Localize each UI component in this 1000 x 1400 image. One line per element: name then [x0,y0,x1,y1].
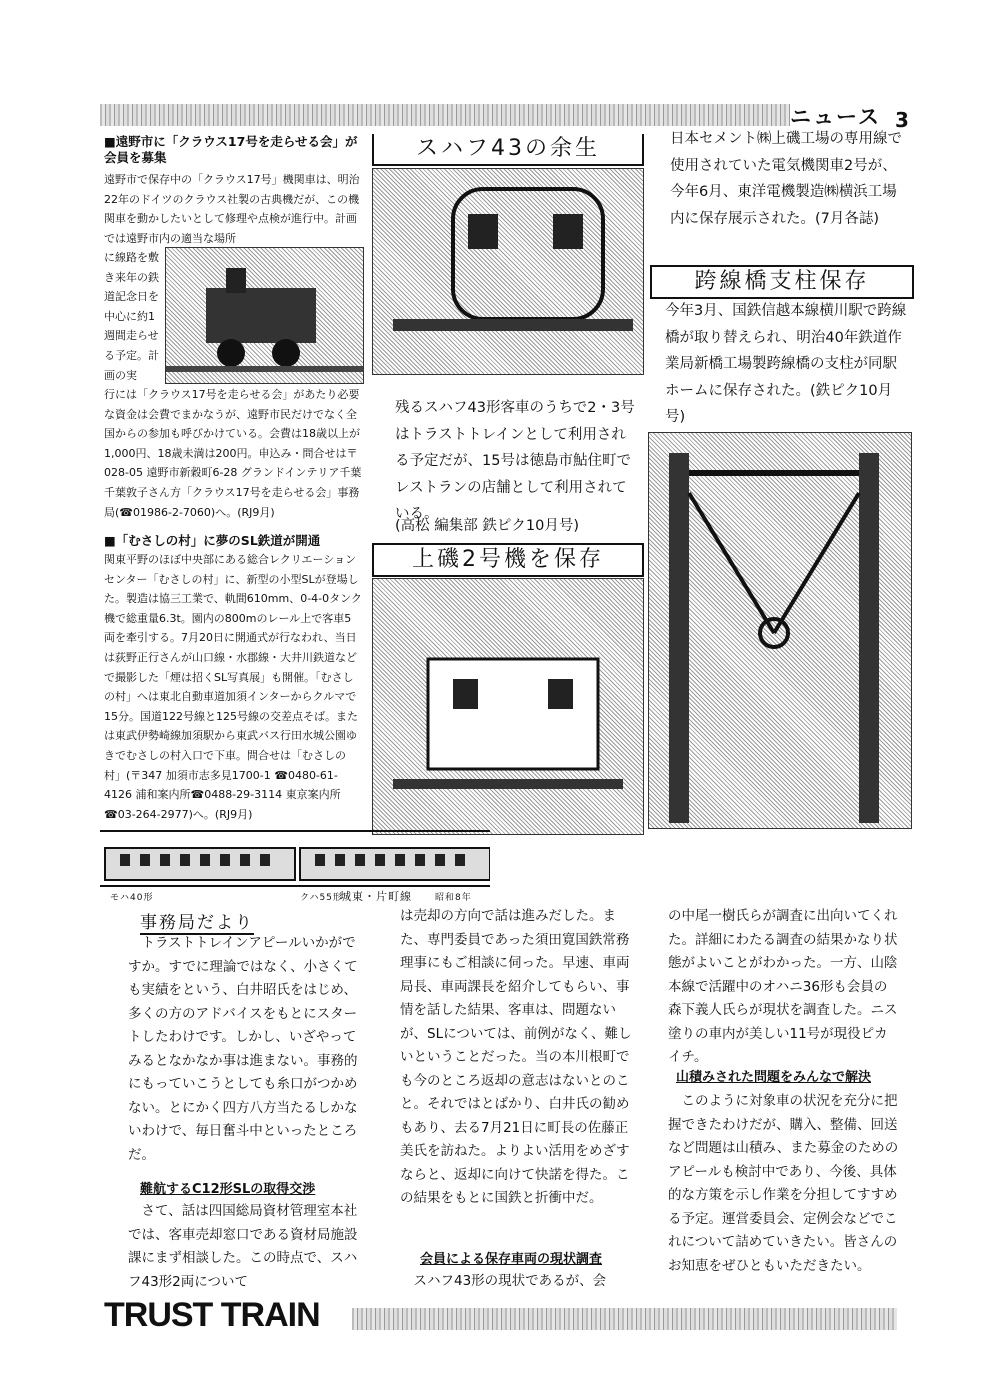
electric-locomotive-drawing [373,579,643,834]
kosen-title: 跨線橋支柱保存 [650,265,914,299]
jimukyoku-col1b: さて、話は四国総局資材管理室本社では、客車売却窓口である資材局施設課にまず相談した。この時点で、スハフ43形2両について [128,1203,358,1290]
suhafu-credit: (高松 編集部 鉄ピク10月号) [395,518,579,534]
header-band [100,104,790,126]
train-caption-mid: クハ55形 [300,893,343,903]
bridge-column-drawing [649,433,911,828]
suhafu-title: スハフ43の余生 [372,134,644,166]
suhafu-body: 残るスハフ43形客車のうちで2・3号はトラストトレインとして利用される予定だが、15号は徳島市鮎住町でレストランの店舗として利用されている。 [395,400,635,523]
coach-drawing [373,169,643,374]
jimukyoku-col1: トラストトレインアピールいかがですか。すでに理論ではなく、小さくても実績をという、白井昭氏をはじめ、多くの方のアドバイスをもとにスタートしたわけです。しかし、いざやってみるとなかなか事は進まない。事務的にもっていこうとしても糸口がつかめない。とにかく四方八方当たるしかないわけで、毎日奮斗中といったところだ。 [128,935,358,1163]
footer-band [352,1308,897,1330]
musashi-headline: ■「むさしの村」に夢のSL鉄道が開通 [104,533,321,548]
kosen-bridge-photo [648,432,912,829]
tono-headline: ■遠野市に「クラウス17号を走らせる会」が会員を募集 [104,134,358,165]
tono-body-rest: 行には「クラウス17号を走らせる会」があたり必要な資金は会費でまかなうが、遠野市民だけでなく全国からの参加も呼びかけている。会費は18歳以上が1,000円、18歳未満は200円。申込み・問合せは〒028-05 遠野市新穀町6-28 グランドインテリア千葉 千葉敦子さん方「クラウス17号を走らせる会」事務局(☎01986-2-7060)へ。(RJ9月) [104,388,362,519]
train-caption-year: 昭和8年 [435,893,472,903]
jimukyoku-col3: の中尾一樹氏らが調査に出向いてくれた。詳細にわたる調査の結果かなり状態がよいことがわかった。一方、山陰本線で活躍中のオハニ36形も会員の森下義人氏らが現状を調査した。ニス塗りの車内が美しい11号が現役ピカイチ。 [668,908,898,1065]
article-divider [100,830,490,832]
train-caption-line: 城東・片町線 [340,890,412,903]
jimukyoku-sub2: 会員による保存車両の現状調査 [420,1252,603,1267]
locomotive-drawing [166,248,363,383]
jimukyoku-col2: は売却の方向で話は進みだした。また、専門委員であった須田寛国鉄常務理事にもご相談に伺った。早速、車両局長、車両課長を紹介してもらい、事情を話した結果、客車は、問題ないが、SLについては、前例がなく、難しいということだった。当の本川根町でも今のところ返却の意志はないとのこと。それではとばかり、白井氏の勧めもあり、去る7月21日に町長の佐藤正美氏を訪ねた。よりよい活用をめざすならと、返却に向けて快諾を得た。この結果をもとに国鉄と折衝中だ。 [400,908,632,1206]
musashi-body: 関東平野のほぼ中央部にある総合レクリエーションセンター「むさしの村」に、新型の小型SLが登場した。製造は協三工業で、軌間610mm、0-4-0タンク機で総重量6.3t。園内の800mのレール上で客車5両を牽引する。7月20日に開通式が行なわれ、当日は荻野正行さんが山口線・水郡線・大井川鉄道などで撮影した「煙は招くSL写真展」も開催。「むさしの村」へは東北自動車道加須インターからクルマで15分。国道122号線と125号線の交差点そば。または東武伊勢崎線加須駅から東武バス行田水城公園ゆきでむさしの村入口で下車。問合せは「むさしの村」(〒347 加須市志多見1700-1 ☎0480-61-4126 浦和案内所☎0488-29-3114 東京案内所☎03-264-2977)へ。(RJ9月) [104,553,362,821]
kosen-body: 今年3月、国鉄信越本線横川駅で跨線橋が取り替えられ、明治40年鉄道作業局新橋工場製跨線橋の支柱が同駅ホームに保存された。(鉄ピク10月号) [665,303,907,426]
jouiso-locomotive-photo [372,578,644,835]
jimukyoku-col3b: このように対象車の状況を充分に把握できたわけだが、購入、整備、回送など問題は山積み、また募金のためのアピールも検討中であり、今後、具体的な方策を示し作業を分担してすすめる予定。運営委員会、定例会などでこれについて詰めていきたい。皆さんのお知恵をぜひともいただきたい。 [668,1093,899,1274]
jimukyoku-sub1: 難航するC12形SLの取得交渉 [140,1182,316,1197]
tono-body-top: 遠野市で保存中の「クラウス17号」機関車は、明治22年のドイツのクラウス社製の古典機だが、この機関車を動かしたいとして修理や点検が進行中。計画では遠野市内の適当な場所 [104,173,360,245]
train-caption-left: モハ40形 [110,893,154,903]
suhafu-coach-photo [372,168,644,375]
section-label: ニュース [790,105,881,129]
page-number: 3 [895,108,909,132]
jimukyoku-sub3: 山積みされた問題をみんなで解決 [676,1070,872,1085]
tono-locomotive-photo [165,247,364,384]
tono-body-left: に線路を敷き来年の鉄道記念日を中心に約1週間走らせる予定。計画の実 [104,251,159,382]
train-illustration [100,840,490,890]
jouiso-title: 上磯2号機を保存 [372,543,644,577]
train-strip [100,840,490,890]
footer-logo: TRUST TRAIN [104,1296,320,1334]
jimukyoku-title: 事務局だより [140,908,254,935]
jouiso-body: 日本セメント㈱上磯工場の専用線で使用されていた電気機関車2号が、今年6月、東洋電機製造㈱横浜工場内に保存展示された。(7月各誌) [670,131,902,227]
jimukyoku-col2b: スハフ43形の現状であるが、会 [400,1273,607,1289]
